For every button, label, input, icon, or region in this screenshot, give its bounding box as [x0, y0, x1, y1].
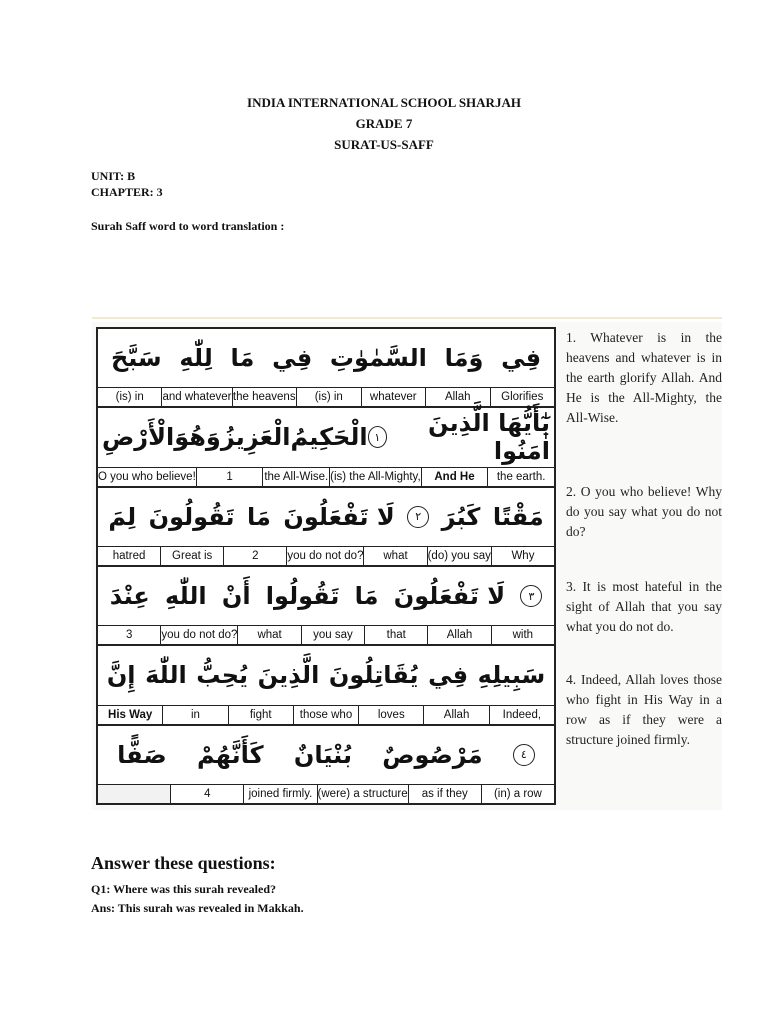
- divider-line: [92, 317, 722, 319]
- translation-cell: in: [162, 706, 227, 724]
- arabic-word: لِلّٰهِ: [179, 344, 213, 373]
- translation-cell: His Way: [108, 708, 153, 721]
- arabic-word: كَبُرَ: [441, 502, 481, 531]
- ayah-row: [98, 329, 554, 408]
- arabic-word: بُنْيَانٌ: [293, 740, 352, 769]
- grade-label: GRADE 7: [355, 116, 413, 131]
- translation-cell: the heavens: [232, 388, 297, 406]
- translation-line: [98, 467, 554, 486]
- translation-cell: And He: [421, 468, 488, 486]
- arabic-word: لِمَ: [108, 502, 137, 531]
- arabic-word: مَقْتًا: [492, 502, 544, 531]
- translation-cell: (is) in: [296, 388, 361, 406]
- translation-cell: you do not do?: [160, 626, 237, 644]
- arabic-word: تَقُولُونَ: [148, 502, 235, 531]
- arabic-word: اللّٰهِ: [165, 582, 207, 611]
- translation-cell: the All-Wise.: [262, 468, 329, 486]
- translation-figure: [92, 322, 722, 810]
- translation-cell: hatred: [112, 549, 146, 562]
- ayah-row: [98, 726, 554, 803]
- ayah-number-marker: ١: [368, 426, 387, 448]
- arabic-word: تَقُولُوا: [265, 582, 340, 611]
- translation-cell: with: [491, 626, 554, 644]
- arabic-word: السَّمٰوٰتِ: [329, 344, 427, 373]
- translation-cell: fight: [228, 706, 293, 724]
- translation-cell: and whatever: [161, 388, 231, 406]
- translation-cell: joined firmly.: [243, 785, 316, 803]
- translation-cell: whatever: [361, 388, 426, 406]
- arabic-word: مَا: [246, 502, 271, 531]
- arabic-word: الْأَرْضِ: [102, 423, 175, 452]
- translation-cell: Indeed,: [489, 706, 554, 724]
- arabic-line: [98, 488, 554, 546]
- translation-cell: what: [363, 547, 426, 565]
- arabic-word: صَفًّا: [117, 740, 167, 769]
- arabic-word: إِنَّ: [106, 661, 136, 690]
- ayah-row: [98, 567, 554, 646]
- answers-section: [91, 853, 304, 918]
- translation-cell: the earth.: [487, 468, 554, 486]
- arabic-word: مَا: [230, 344, 255, 373]
- translation-cell: Allah: [427, 626, 490, 644]
- arabic-word: اللّٰهَ: [145, 661, 187, 690]
- arabic-word: سَبِيلِهِ: [477, 661, 546, 690]
- translation-cell: 2: [223, 547, 286, 565]
- translation-line: [98, 387, 554, 406]
- answers-heading: Answer these questions:: [91, 853, 276, 873]
- arabic-word: فِي: [501, 344, 542, 373]
- translation-line: [98, 546, 554, 565]
- translation-cell: 4: [170, 785, 243, 803]
- arabic-word: الَّذِينَ: [257, 661, 320, 690]
- arabic-word: لَا تَفْعَلُونَ: [393, 582, 506, 611]
- translation-cell: O you who believe!: [97, 470, 196, 483]
- surah-title: SURAT-US-SAFF: [334, 137, 434, 152]
- document-header: [0, 92, 768, 155]
- intro-text: Surah Saff word to word translation :: [91, 219, 285, 233]
- arabic-word: يُحِبُّ: [196, 661, 248, 690]
- translation-line: [98, 784, 554, 803]
- ayah-number-marker: ٤: [513, 744, 535, 766]
- translation-cell: 1: [196, 468, 263, 486]
- translation-cell: those who: [293, 706, 358, 724]
- arabic-word: يُقَاتِلُونَ: [328, 661, 419, 690]
- arabic-word: لَا تَفْعَلُونَ: [283, 502, 395, 531]
- translation-cell: (were) a structure: [317, 785, 408, 803]
- arabic-line: [98, 408, 554, 466]
- translation-cell: (in) a row: [481, 785, 554, 803]
- translation-cell: what: [237, 626, 300, 644]
- unit-chapter-block: [91, 168, 163, 200]
- translation-cell: [98, 785, 170, 803]
- arabic-line: [98, 726, 554, 784]
- translation-line: [98, 625, 554, 644]
- translation-cell: Why: [491, 547, 554, 565]
- arabic-word: كَأَنَّهُمْ: [196, 740, 264, 769]
- ayah-number-marker: ٢: [407, 506, 429, 528]
- translation-cell: Great is: [160, 547, 223, 565]
- school-name: INDIA INTERNATIONAL SCHOOL SHARJAH: [247, 95, 521, 110]
- arabic-word: سَبَّحَ: [110, 344, 162, 373]
- translation-cell: (is) in: [115, 391, 144, 404]
- arabic-word: الْحَكِيمُ: [290, 423, 368, 452]
- word-translation-table: [96, 327, 556, 805]
- translation-cell: 3: [125, 629, 133, 642]
- answer-1: Ans: This surah was revealed in Makkah.: [91, 901, 304, 915]
- translation-cell: Glorifies: [490, 388, 555, 406]
- arabic-word: فِي: [428, 661, 469, 690]
- side-note-2: 2. O you who believe! Why do you say what you do not do?: [566, 484, 722, 539]
- unit-label: UNIT: B: [91, 169, 136, 183]
- translation-cell: that: [364, 626, 427, 644]
- ayah-row: [98, 488, 554, 567]
- translation-cell: as if they: [408, 785, 481, 803]
- translation-cell: Allah: [423, 706, 488, 724]
- ayah-row: [98, 408, 554, 487]
- ayah-row: [98, 646, 554, 725]
- side-note-4: 4. Indeed, Allah loves those who fight in His Way in a row as if they were a structure joined firmly.: [566, 672, 722, 747]
- arabic-word: الْعَزِيزُ: [220, 423, 291, 452]
- arabic-line: [98, 567, 554, 625]
- ayah-number-marker: ٣: [520, 585, 542, 607]
- translation-cell: (do) you say: [427, 547, 491, 565]
- arabic-line: [98, 646, 554, 704]
- translation-cell: Allah: [425, 388, 490, 406]
- arabic-word: يٰٓأَيُّهَا الَّذِينَ اٰمَنُوا: [428, 409, 550, 466]
- arabic-word: عِنْدَ: [109, 582, 150, 611]
- side-note-3: 3. It is most hateful in the sight of Allah that you say what you do not do.: [566, 579, 722, 634]
- arabic-word: وَمَا: [444, 344, 484, 373]
- arabic-word: أَنْ: [221, 582, 251, 611]
- arabic-word: وَهُوَ: [174, 423, 221, 452]
- side-note-1: 1. Whatever is in the heavens and whatever is in the earth glorify Allah. And He is the All-Mighty, the All-Wise.: [566, 330, 722, 425]
- arabic-word: فِي: [272, 344, 313, 373]
- translation-cell: (is) the All-Mighty,: [329, 468, 421, 486]
- translation-cell: loves: [358, 706, 423, 724]
- translation-line: [98, 705, 554, 724]
- translation-cell: you say: [301, 626, 364, 644]
- arabic-word: مَا: [354, 582, 379, 611]
- arabic-word: مَرْصُوصٌ: [382, 740, 483, 769]
- translation-cell: you do not do?: [286, 547, 363, 565]
- question-1: Q1: Where was this surah revealed?: [91, 882, 276, 896]
- chapter-label: CHAPTER: 3: [91, 185, 163, 199]
- arabic-line: [98, 329, 554, 387]
